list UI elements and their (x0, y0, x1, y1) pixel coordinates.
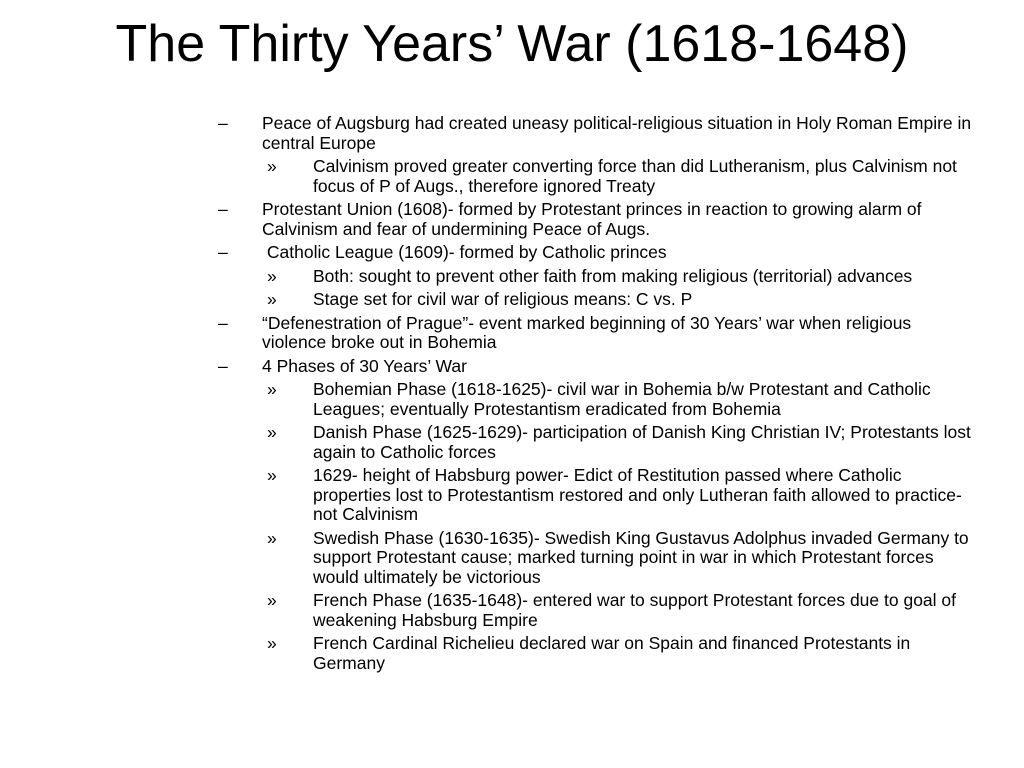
chevron-bullet-marker: » (267, 527, 277, 548)
bullet-item (210, 200, 980, 239)
sub-bullet-item (210, 591, 980, 630)
sub-bullet-item (210, 529, 980, 588)
bullet-text: Protestant Union (1608)- formed by Protestant princes in reaction to growing alarm of Calvinism and fear of undermining Peace of Augs. (262, 199, 922, 239)
sub-bullet-item (210, 466, 980, 525)
sub-bullet-text: Stage set for civil war of religious means: C vs. P (313, 289, 693, 309)
sub-bullet-text: French Cardinal Richelieu declared war on Spain and financed Protestants in Germany (313, 633, 911, 673)
chevron-bullet-marker: » (267, 590, 277, 610)
bullet-item (210, 114, 980, 153)
slide-title: The Thirty Years’ War (1618-1648) (115, 15, 909, 73)
bullet-text: Catholic League (1609)- formed by Catholic princes (262, 242, 667, 262)
chevron-bullet-marker: » (267, 633, 277, 653)
bullet-text: 4 Phases of 30 Years’ War (262, 355, 467, 376)
sub-bullet-text: Swedish Phase (1630-1635)- Swedish King Gustavus Adolphus invaded Germany to support Protestant cause; marked turning point in war in which Protestant forces would ultimately be victorious (313, 527, 969, 587)
sub-bullet-item (210, 380, 980, 419)
sub-bullet-text: Calvinism proved greater converting force than did Lutheranism, plus Calvinism not focus of P of Augs., therefore ignored Treaty (313, 156, 957, 196)
sub-bullet-item (210, 634, 980, 673)
bullet-item (210, 314, 980, 353)
chevron-bullet-marker: » (267, 422, 277, 442)
sub-bullet-item (210, 423, 980, 462)
chevron-bullet-marker: » (267, 379, 277, 399)
chevron-bullet-marker: » (267, 156, 277, 176)
bullet-text: “Defenestration of Prague”- event marked beginning of 30 Years’ war when religious violence broke out in Bohemia (262, 312, 912, 352)
sub-bullet-text: Danish Phase (1625-1629)- participation of Danish King Christian IV; Protestants lost again to Catholic forces (313, 422, 971, 462)
dash-bullet-marker: – (218, 355, 228, 376)
bullet-text: Peace of Augsburg had created uneasy political-religious situation in Holy Roman Empire in central Europe (262, 113, 972, 153)
dash-bullet-marker: – (218, 242, 228, 262)
sub-bullet-text: Both: sought to prevent other faith from making religious (territorial) advances (313, 265, 913, 286)
chevron-bullet-marker: » (267, 465, 277, 485)
sub-bullet-text: 1629- height of Habsburg power- Edict of Restitution passed where Catholic properties lost to Protestantism restored and only Lutheran faith allowed to practice- not Calvinism (313, 465, 962, 524)
sub-bullet-text: French Phase (1635-1648)- entered war to support Protestant forces due to goal of weakening Habsburg Empire (313, 590, 957, 630)
bullet-item (210, 243, 980, 263)
sub-bullet-item (210, 157, 980, 196)
bullet-list (210, 114, 980, 673)
sub-bullet-text: Bohemian Phase (1618-1625)- civil war in Bohemia b/w Protestant and Catholic Leagues; eventually Protestantism eradicated from Bohemia (313, 379, 931, 419)
dash-bullet-marker: – (218, 312, 228, 333)
dash-bullet-marker: – (218, 113, 228, 133)
sub-bullet-item (210, 267, 980, 287)
chevron-bullet-marker: » (267, 265, 277, 286)
sub-bullet-item (210, 290, 980, 310)
chevron-bullet-marker: » (267, 289, 277, 309)
bullet-item (210, 357, 980, 377)
dash-bullet-marker: – (218, 199, 228, 219)
